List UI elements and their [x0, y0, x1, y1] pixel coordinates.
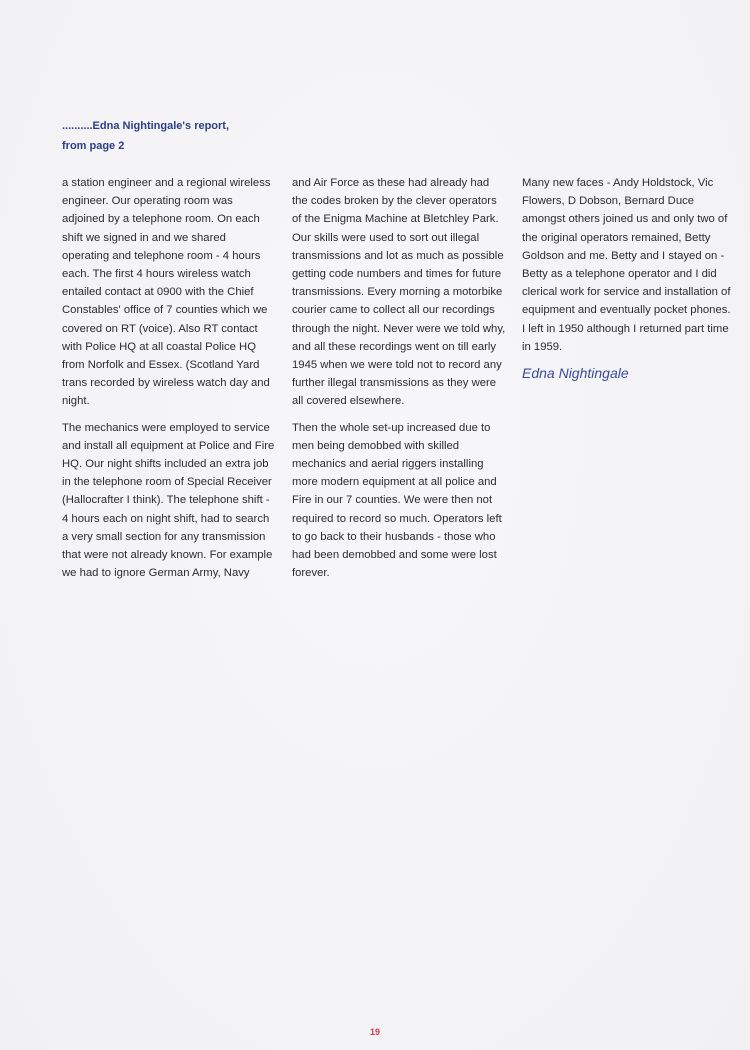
paragraph: a station engineer and a regional wireless engineer. Our operating room was adjoined by a telephone room. On each shift we signed in and we shared operating and telephone room - 4 hours each. The first 4 hours wireless watch entailed contact at 0900 with the Chief Constables' office of 7 counties which we covered on RT (voice). Also RT contact with Police HQ at all coastal Police HQ from Norfolk and Essex. (Scotland Yard trans recorded by wireless watch day and night. — [62, 177, 271, 408]
paragraph: Many new faces - Andy Holdstock, Vic Flowers, D Dobson, Bernard Duce amongst others joined us and only two of the original operators remained, Betty Goldson and me. Betty and I stayed on - Betty as a telephone operator and I did clerical work for service and installation of equipment and eventually pocket phones. I left in 1950 although I returned part time in 1959. — [522, 177, 731, 353]
text-column-2 — [292, 174, 506, 590]
continuation-source: from page 2 — [62, 140, 125, 152]
continuation-heading — [62, 116, 229, 156]
author-signature: Edna Nightingale — [522, 365, 629, 382]
paragraph: Then the whole set-up increased due to men being demobbed with skilled mechanics and aerial riggers installing more modern equipment at all police and Fire in our 7 counties. We were then not required to record so much. Operators left to go back to their husbands - those who had been demobbed and some were lost forever. — [292, 421, 502, 580]
text-column-1 — [62, 174, 276, 590]
text-column-3 — [522, 174, 736, 382]
paragraph: and Air Force as these had already had the codes broken by the clever operators of the Enigma Machine at Bletchley Park. Our skills were used to sort out illegal transmissions and lot as much as possible getting code numbers and times for future transmissions. Every morning a motorbike courier came to collect all our recordings through the night. Never were we told why, and all these recordings went on till early 1945 when we were told not to record any further illegal transmissions as they were all covered elsewhere. — [292, 177, 506, 408]
paragraph: The mechanics were employed to service and install all equipment at Police and Fire HQ. Our night shifts included an extra job in the telephone room of Special Receiver (Hallocrafter I think). The telephone shift - 4 hours each on night shift, had to search a very small section for any transmission that were not already known. For example we had to ignore German Army, Navy — [62, 421, 275, 580]
continuation-title: ..........Edna Nightingale's report, — [62, 120, 230, 132]
page-number: 19 — [369, 1027, 380, 1037]
